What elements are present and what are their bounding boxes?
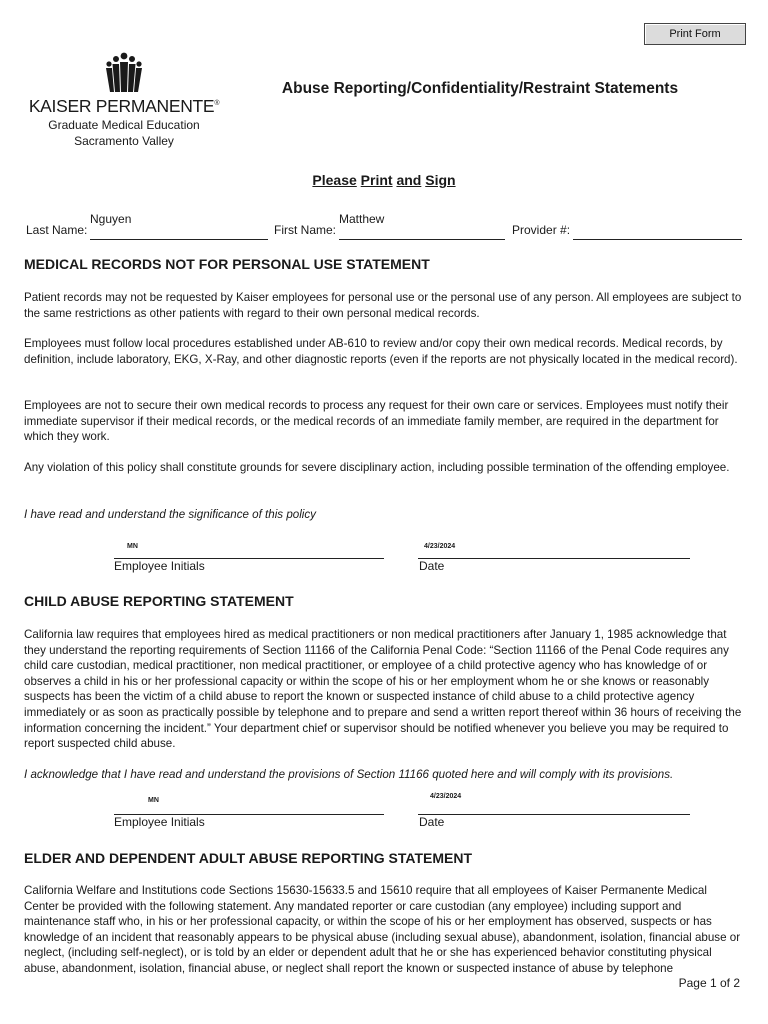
print-form-button[interactable]: Print Form	[644, 23, 746, 45]
kaiser-people-logo-icon	[101, 52, 147, 92]
section1-paragraph-3: Employees are not to secure their own medical records to process any request for their own care or services. Employees must notify their immediate supervisor if their medical records, or the medical records of an immediate family member, are required in the department for which they work.	[24, 399, 729, 444]
first-name-value: Matthew	[339, 212, 385, 226]
section1-paragraph-1: Patient records may not be requested by Kaiser employees for personal use or the personal use of any person. All employees are subject to the same restrictions as other patients with regard to their own personal medical records.	[24, 291, 742, 320]
section1-date-field[interactable]	[418, 558, 690, 559]
section2-initials-label: Employee Initials	[114, 815, 205, 829]
section-heading-medical-records: MEDICAL RECORDS NOT FOR PERSONAL USE STATEMENT	[24, 256, 430, 272]
section3-paragraph-1: California Welfare and Institutions code Sections 15630-15633.5 and 15610 require that all employees of Kaiser Permanente Medical Center be provided with the following statement. Any mandated reporter or care custodian (any employee) including support and maintenance staff who, in his or her professional capacity, or within the scope of his or her employment has observed, suspects or has knowledge of an incident that reasonably appears to be physical abuse (including sexual abuse), abandonment, isolation, financial abuse or neglect, (including self-neglect), or is told by an elder or dependent adult that he or she has experienced behavior constituting physical abuse, abandonment, isolation, financial abuse, or neglect shall report the known or suspected instance of abuse by telephone	[24, 884, 741, 975]
section1-initials-value: MN	[127, 543, 138, 550]
first-name-field[interactable]	[339, 239, 505, 240]
section2-paragraph-1: California law requires that employees hired as medical practitioners or non medical practitioners after January 1, 1985 acknowledge that they understand the reporting requirements of Section 11166 of the California Penal Code: “Section 11166 of the Penal Code requires any child care custodian, medical practitioner, non medical practitioner, or employee of a child protective agency who has knowledge of or observes a child in his or her professional capacity or within the scope of his or her employment whom he or she knows or reasonably suspects has been the victim of a child abuse to report the known or suspected instance of child abuse to a child protective agency immediately or as soon as practically possible by telephone and to prepare and send a written report thereof within 36 hours of receiving the information concerning the incident.” Your department chief or supervisor should be notified whenever you believe you may be required to report suspected child abuse.	[24, 628, 742, 751]
section1-paragraph-4: Any violation of this policy shall constitute grounds for severe disciplinary action, including possible termination of the offending employee.	[24, 461, 730, 474]
section2-date-label: Date	[419, 815, 445, 829]
last-name-field[interactable]	[90, 239, 268, 240]
section2-acknowledgement: I acknowledge that I have read and understand the provisions of Section 11166 quoted here and will comply with its provisions.	[24, 768, 674, 781]
section1-initials-label: Employee Initials	[114, 559, 205, 573]
section-heading-elder-abuse: ELDER AND DEPENDENT ADULT ABUSE REPORTING STATEMENT	[24, 850, 473, 866]
section1-date-value: 4/23/2024	[424, 543, 456, 550]
provider-number-label: Provider #:	[512, 223, 571, 237]
section2-date-value: 4/23/2024	[430, 793, 462, 800]
last-name-value: Nguyen	[90, 212, 132, 226]
page-number: Page 1 of 2	[678, 976, 740, 990]
section1-paragraph-2: Employees must follow local procedures established under AB-610 to review and/or copy their own medical records. Medical records, by definition, include laboratory, EKG, X-Ray, and other diagnostic reports (even if the reports are not physically located in the medical record).	[24, 337, 738, 366]
first-name-label: First Name:	[274, 223, 337, 237]
section2-initials-value: MN	[148, 797, 159, 804]
brand-subtitle-2: Sacramento Valley	[74, 134, 174, 148]
brand-subtitle-1: Graduate Medical Education	[48, 118, 200, 132]
section1-acknowledgement: I have read and understand the significance of this policy	[24, 508, 316, 521]
last-name-label: Last Name:	[26, 223, 88, 237]
section-heading-child-abuse: CHILD ABUSE REPORTING STATEMENT	[24, 593, 294, 609]
section2-date-field[interactable]	[418, 814, 690, 815]
please-print-and-sign: Please Print and Sign	[312, 172, 456, 188]
brand-name: KAISER PERMANENTE®	[28, 96, 220, 116]
provider-number-field[interactable]	[573, 239, 742, 240]
kaiser-logo	[26, 52, 222, 149]
document-title: Abuse Reporting/Confidentiality/Restraint Statements	[281, 80, 679, 97]
section1-date-label: Date	[419, 559, 445, 573]
